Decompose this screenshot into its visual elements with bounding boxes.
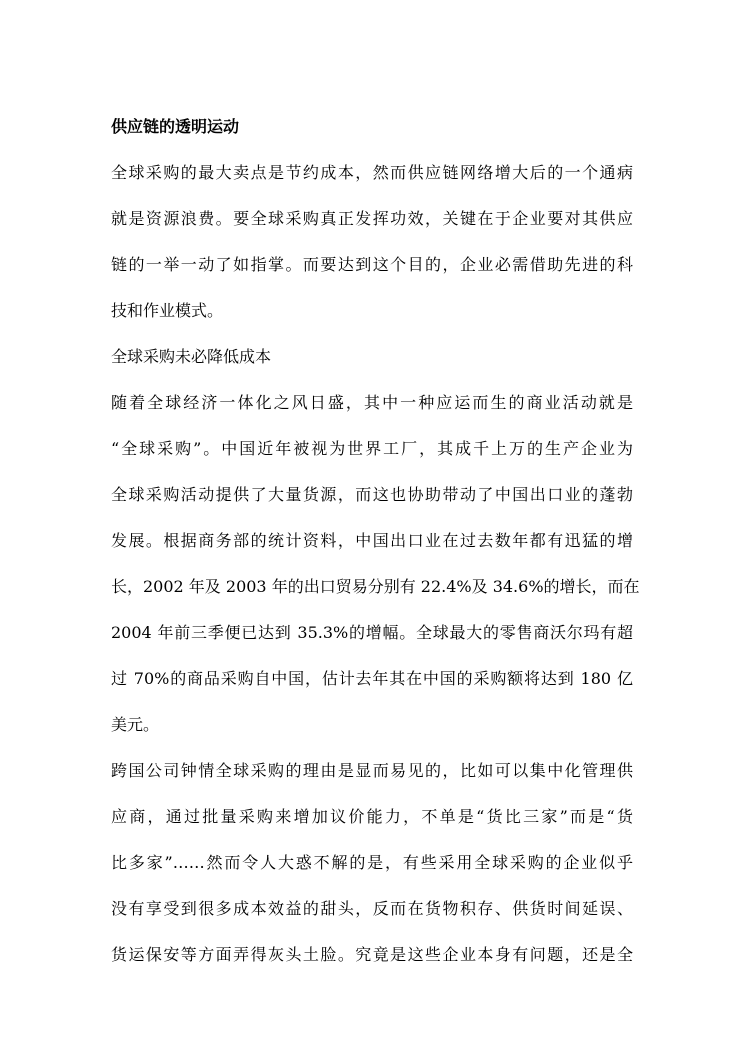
paragraph-1-line: 链的一举一动了如指掌。而要达到这个目的，企业必需借助先进的科 bbox=[111, 255, 633, 274]
paragraph-3-line: 跨国公司钟情全球采购的理由是显而易见的，比如可以集中化管理供 bbox=[111, 761, 633, 780]
paragraph-2-line: 长，2002 年及 2003 年的出口贸易分别有 22.4%及 34.6%的增长，而在 bbox=[111, 577, 640, 596]
paragraph-2-line: “全球采购”。中国近年被视为世界工厂，其成千上万的生产企业为 bbox=[111, 439, 633, 458]
document-body bbox=[111, 117, 640, 965]
paragraph-2-line: 随着全球经济一体化之风日盛，其中一种应运而生的商业活动就是 bbox=[111, 393, 633, 412]
paragraph-2 bbox=[111, 393, 640, 735]
paragraph-3-line: 货运保安等方面弄得灰头土脸。究竟是这些企业本身有问题，还是全 bbox=[111, 945, 633, 964]
paragraph-1-line: 就是资源浪费。要全球采购真正发挥功效，关键在于企业要对其供应 bbox=[111, 209, 633, 228]
paragraph-3-line: 比多家”……然而令人大惑不解的是，有些采用全球采购的企业似乎 bbox=[111, 853, 633, 872]
paragraph-1-line: 全球采购的最大卖点是节约成本，然而供应链网络增大后的一个通病 bbox=[111, 163, 633, 182]
paragraph-3 bbox=[111, 761, 633, 965]
paragraph-1-line: 技和作业模式。 bbox=[111, 301, 224, 320]
paragraph-3-line: 没有享受到很多成本效益的甜头，反而在货物积存、供货时间延误、 bbox=[111, 899, 633, 918]
paragraph-2-line: 美元。 bbox=[111, 715, 160, 734]
paragraph-2-line: 2004 年前三季便已达到 35.3%的增幅。全球最大的零售商沃尔玛有超 bbox=[111, 623, 633, 642]
paragraph-3-line: 应商，通过批量采购来增加议价能力，不单是“货比三家”而是“货 bbox=[111, 807, 633, 826]
section-title: 供应链的透明运动 bbox=[111, 117, 240, 136]
paragraph-2-line: 全球采购活动提供了大量货源，而这也协助带动了中国出口业的蓬勃 bbox=[111, 485, 633, 504]
subheading: 全球采购未必降低成本 bbox=[111, 347, 272, 366]
paragraph-1 bbox=[111, 163, 633, 321]
paragraph-2-line: 发展。根据商务部的统计资料，中国出口业在过去数年都有迅猛的增 bbox=[111, 531, 633, 550]
paragraph-2-line: 过 70%的商品采购自中国，估计去年其在中国的采购额将达到 180 亿 bbox=[111, 669, 633, 688]
